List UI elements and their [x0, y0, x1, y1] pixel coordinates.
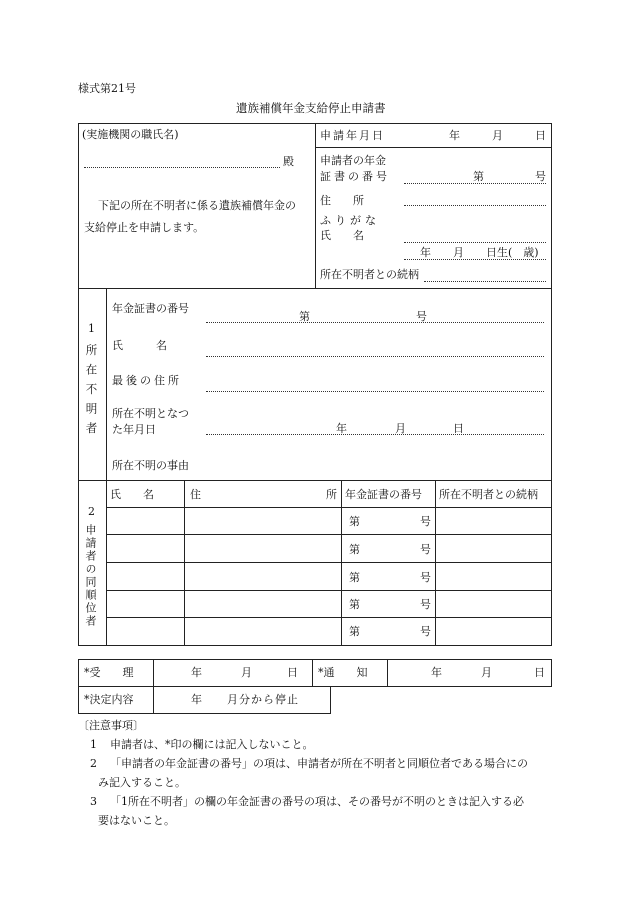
s2-row-4-go: 号 [420, 598, 431, 611]
applicant-cert-label-2: 証書の番号 [320, 170, 390, 183]
applicant-name-field[interactable] [404, 242, 546, 243]
applicant-birthdate: 年 月 日生( 歳) [420, 246, 539, 259]
note-1-num: 1 [90, 738, 97, 751]
app-date-day: 日 [535, 129, 546, 142]
s2-header-name: 氏 名 [110, 488, 154, 501]
request-text-line1: 下記の所在不明者に係る遺族補償年金の [98, 199, 296, 212]
section1-side-label: 所在不明者 [84, 344, 99, 442]
s2-header-relation: 所在不明者との続柄 [439, 488, 538, 501]
relation-label: 所在不明者との続柄 [320, 268, 419, 281]
notes-heading: 〔注意事項〕 [78, 719, 144, 732]
s1-cert-go: 号 [416, 310, 427, 323]
decision-text: 年 月分から停止 [191, 693, 299, 706]
section2-side-label: 申請者の同順位者 [84, 524, 97, 628]
s2-row-5-dai: 第 [349, 625, 360, 638]
s1-missing-month: 月 [395, 422, 406, 435]
notified-year: 年 [431, 666, 442, 679]
application-date-label: 申請年月日 [320, 129, 385, 142]
s2-row-5-go: 号 [420, 625, 431, 638]
notified-label: *通 知 [318, 666, 368, 679]
s1-name-label: 氏 名 [112, 339, 167, 352]
s1-cert-dai: 第 [299, 310, 310, 323]
applicant-cert-dai: 第 [473, 170, 484, 183]
note-2-num: 2 [90, 757, 97, 770]
s1-cert-label: 年金証書の番号 [112, 302, 189, 315]
s1-last-address-label: 最後の住所 [112, 374, 182, 387]
received-month: 月 [241, 666, 252, 679]
s2-row-1-dai: 第 [349, 515, 360, 528]
s2-header-address-right: 所 [326, 488, 337, 501]
s2-row-2-dai: 第 [349, 543, 360, 556]
s2-row-4-dai: 第 [349, 598, 360, 611]
request-text-line2: 支給停止を申請します。 [84, 221, 205, 234]
agency-name-field[interactable] [84, 167, 280, 168]
note-3-num: 3 [90, 795, 97, 808]
form-number: 様式第21号 [78, 82, 136, 95]
note-1-line1: 申請者は、*印の欄には記入しないこと。 [110, 738, 314, 751]
applicant-cert-label-1: 申請者の年金 [320, 154, 386, 167]
s2-header-cert: 年金証書の番号 [345, 488, 422, 501]
relation-field[interactable] [424, 281, 546, 282]
s2-row-3-go: 号 [420, 571, 431, 584]
received-day: 日 [287, 666, 298, 679]
notified-day: 日 [534, 666, 545, 679]
received-year: 年 [191, 666, 202, 679]
s1-name-field[interactable] [206, 356, 544, 357]
s2-header-address-left: 住 [190, 488, 201, 501]
s2-row-3-dai: 第 [349, 571, 360, 584]
form-title: 遺族補償年金支給停止申請書 [236, 101, 386, 115]
section2-number: 2 [88, 505, 95, 518]
applicant-address-label: 住 所 [320, 194, 364, 207]
app-date-month: 月 [492, 129, 503, 142]
agency-label: (実施機関の職氏名) [82, 128, 179, 141]
s2-row-2-go: 号 [420, 543, 431, 556]
s1-missing-date-field[interactable] [206, 434, 544, 435]
s1-reason-label: 所在不明の事由 [112, 459, 189, 472]
applicant-birthdate-field[interactable] [404, 259, 546, 260]
applicant-furigana-label: ふりがな [320, 214, 380, 227]
section1-number: 1 [88, 322, 95, 335]
s1-cert-field[interactable] [206, 322, 544, 323]
note-3-line1: 「1所在不明者」の欄の年金証書の番号の項は、その番号が不明のときは記入する必 [110, 795, 524, 808]
s1-missing-year: 年 [336, 422, 347, 435]
note-3-line2: 要はないこと。 [98, 814, 175, 827]
received-label: *受 理 [84, 666, 134, 679]
applicant-address-field[interactable] [404, 205, 546, 206]
note-2-line2: み記入すること。 [98, 776, 186, 789]
app-date-year: 年 [449, 129, 460, 142]
dono-text: 殿 [283, 155, 294, 168]
s1-last-address-field[interactable] [206, 391, 544, 392]
applicant-name-label: 氏 名 [320, 229, 364, 242]
applicant-cert-go: 号 [535, 170, 546, 183]
decision-label: *決定内容 [84, 693, 134, 706]
s1-missing-day: 日 [453, 422, 464, 435]
s2-row-1-go: 号 [420, 515, 431, 528]
notified-month: 月 [481, 666, 492, 679]
s1-missing-date-label-1: 所在不明となつ [112, 407, 189, 420]
note-2-line1: 「申請者の年金証書の番号」の項は、申請者が所在不明者と同順位者である場合にの [110, 757, 528, 770]
s1-missing-date-label-2: た年月日 [112, 423, 156, 436]
